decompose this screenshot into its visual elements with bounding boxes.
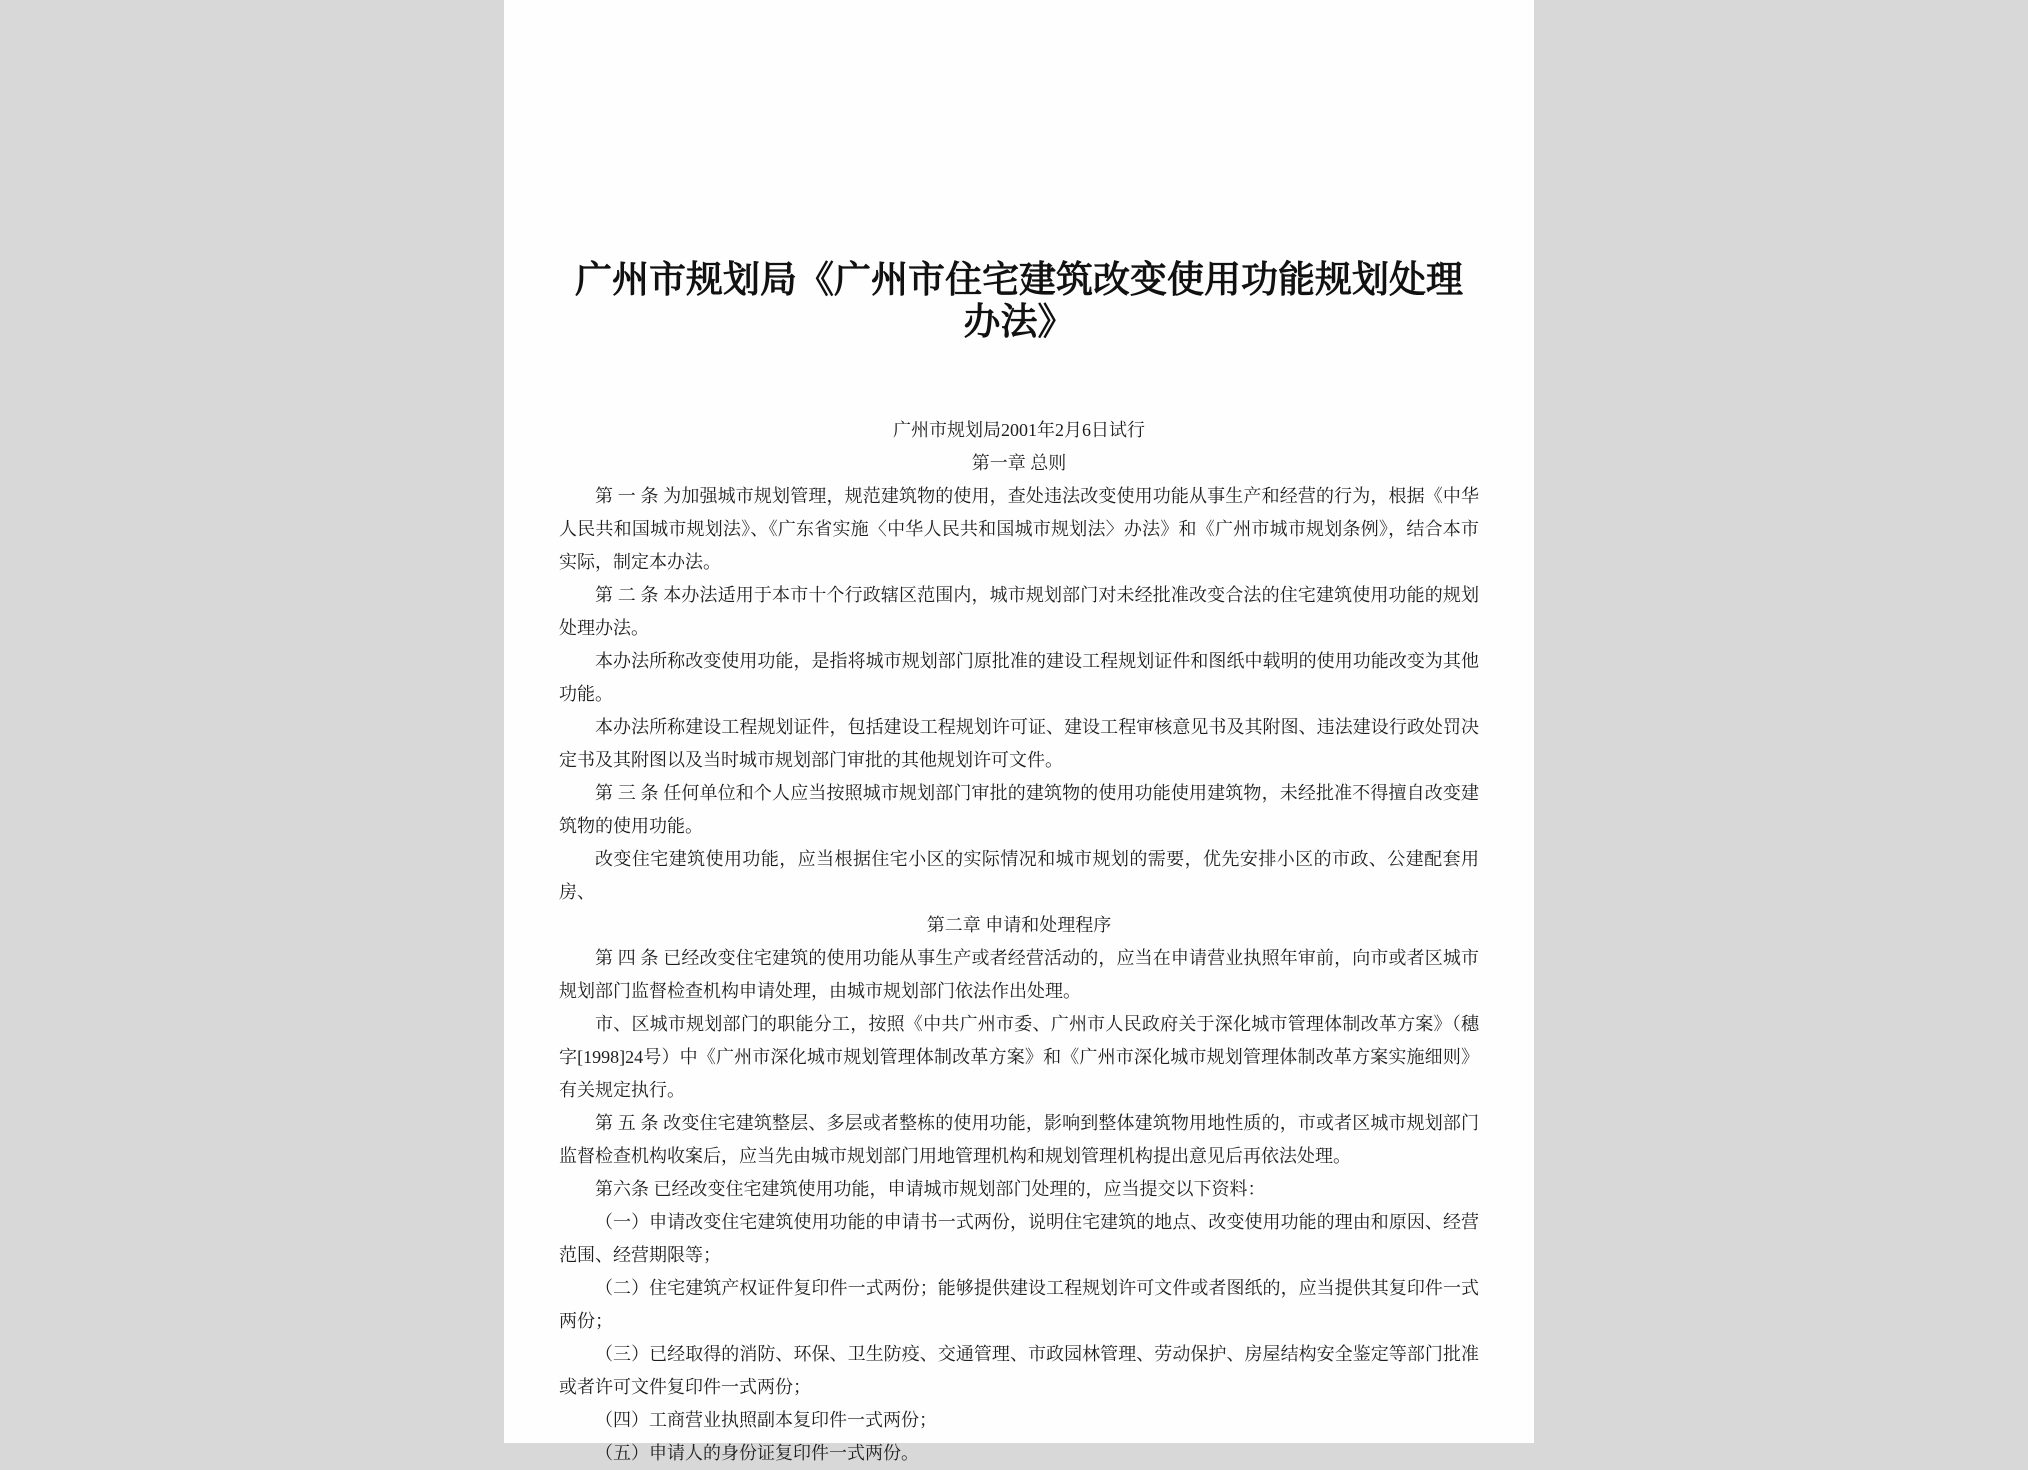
- body-paragraph: 第 四 条 已经改变住宅建筑的使用功能从事生产或者经营活动的，应当在申请营业执照年审前，向市或者区城市规划部门监督检查机构申请处理，由城市规划部门依法作出处理。: [559, 948, 1479, 1001]
- document-body: [559, 447, 1479, 1470]
- body-paragraph: 第六条 已经改变住宅建筑使用功能，申请城市规划部门处理的，应当提交以下资料：: [595, 1179, 1266, 1199]
- body-paragraph: 第 一 条 为加强城市规划管理，规范建筑物的使用，查处违法改变使用功能从事生产和经营的行为，根据《中华人民共和国城市规划法》、《广东省实施〈中华人民共和国城市规划法〉办法》和《广州市城市规划条例》，结合本市实际，制定本办法。: [559, 486, 1479, 572]
- body-paragraph: 改变住宅建筑使用功能，应当根据住宅小区的实际情况和城市规划的需要，优先安排小区的市政、公建配套用房、: [559, 849, 1479, 902]
- chapter-heading: 第一章 总则: [971, 453, 1067, 473]
- body-paragraph: 第 三 条 任何单位和个人应当按照城市规划部门审批的建筑物的使用功能使用建筑物，未经批准不得擅自改变建筑物的使用功能。: [559, 783, 1479, 836]
- chapter-heading: 第二章 申请和处理程序: [926, 915, 1112, 935]
- document-issuer-line: 广州市规划局2001年2月6日试行: [893, 420, 1145, 440]
- body-paragraph: 本办法所称建设工程规划证件，包括建设工程规划许可证、建设工程审核意见书及其附图、违法建设行政处罚决定书及其附图以及当时城市规划部门审批的其他规划许可文件。: [559, 717, 1479, 770]
- document-page: [504, 0, 1534, 1463]
- document-title: 广州市规划局《广州市住宅建筑改变使用功能规划处理办法》: [575, 260, 1463, 343]
- body-paragraph: （二）住宅建筑产权证件复印件一式两份；能够提供建设工程规划许可文件或者图纸的，应当提供其复印件一式两份；: [559, 1278, 1479, 1331]
- body-paragraph: 第 五 条 改变住宅建筑整层、多层或者整栋的使用功能，影响到整体建筑物用地性质的，市或者区城市规划部门监督检查机构收案后，应当先由城市规划部门用地管理机构和规划管理机构提出意见后再依法处理。: [559, 1113, 1479, 1166]
- body-paragraph: 第 二 条 本办法适用于本市十个行政辖区范围内，城市规划部门对未经批准改变合法的住宅建筑使用功能的规划处理办法。: [559, 585, 1479, 638]
- body-paragraph: 本办法所称改变使用功能，是指将城市规划部门原批准的建设工程规划证件和图纸中载明的使用功能改变为其他功能。: [559, 651, 1479, 704]
- document-content: [559, 260, 1479, 1470]
- body-paragraph: （五）申请人的身份证复印件一式两份。: [595, 1443, 919, 1463]
- body-paragraph: （一）申请改变住宅建筑使用功能的申请书一式两份，说明住宅建筑的地点、改变使用功能的理由和原因、经营范围、经营期限等；: [559, 1212, 1479, 1265]
- body-paragraph: 市、区城市规划部门的职能分工，按照《中共广州市委、广州市人民政府关于深化城市管理体制改革方案》（穗字[1998]24号）中《广州市深化城市规划管理体制改革方案》和《广州市深化城市规划管理体制改革方案实施细则》有关规定执行。: [559, 1014, 1479, 1100]
- body-paragraph: （四）工商营业执照副本复印件一式两份；: [595, 1410, 937, 1430]
- body-paragraph: （三）已经取得的消防、环保、卫生防疫、交通管理、市政园林管理、劳动保护、房屋结构安全鉴定等部门批准或者许可文件复印件一式两份；: [559, 1344, 1479, 1397]
